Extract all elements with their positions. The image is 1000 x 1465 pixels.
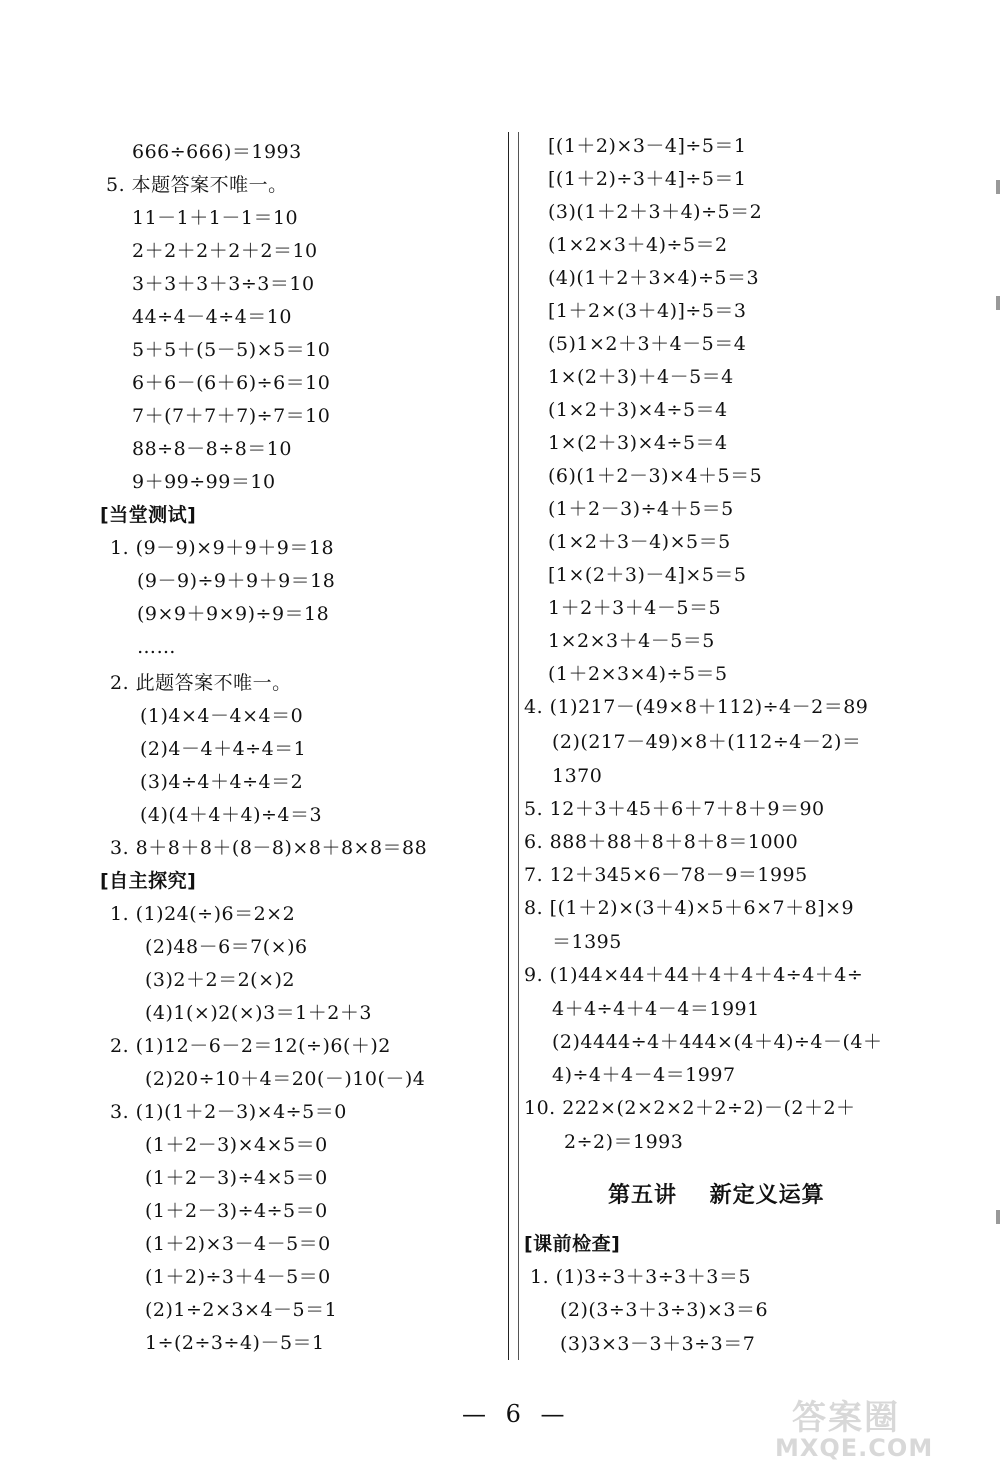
watermark (750, 1390, 1000, 1465)
answer-line: (2)20÷10＋4＝20(－)10(－)4 (145, 1068, 426, 1090)
answer-line: (4)(1＋2＋3×4)÷5＝3 (548, 267, 760, 289)
section-heading: [课前检查] (524, 1233, 621, 1255)
answer-line: (1＋2－3)÷4÷5＝0 (145, 1200, 328, 1222)
answer-line: [1×(2＋3)－4]×5＝5 (548, 564, 747, 586)
answer-line: (2)(3÷3＋3÷3)×3＝6 (560, 1299, 769, 1321)
answer-line: 6. 888＋88＋8＋8＋8＝1000 (524, 831, 799, 853)
answer-line: (9－9)÷9＋9＋9＝18 (137, 570, 336, 592)
answer-line: 1÷(2÷3÷4)－5＝1 (145, 1332, 325, 1354)
answer-line: (4)(4＋4＋4)÷4＝3 (140, 804, 323, 826)
column-divider (508, 132, 509, 1360)
page-number: — 6 — (462, 1400, 571, 1428)
answer-line: 1×2×3＋4－5＝5 (548, 630, 715, 652)
answer-line: [(1＋2)÷3＋4]÷5＝1 (548, 168, 747, 190)
answer-line: (1)4×4－4×4＝0 (140, 705, 304, 727)
answer-line: (3)3×3－3＋3÷3＝7 (560, 1333, 756, 1355)
answer-line: 2÷2)＝1993 (564, 1131, 684, 1153)
answer-line: (3)4÷4＋4÷4＝2 (140, 771, 304, 793)
section-heading: [自主探究] (100, 870, 197, 892)
answer-line: 1. (1)24(÷)6＝2×2 (110, 903, 296, 925)
question-heading: 2. 此题答案不唯一。 (110, 672, 292, 694)
answer-line: (4)1(×)2(×)3＝1＋2＋3 (145, 1002, 372, 1024)
answer-line: (1×2＋3－4)×5＝5 (548, 531, 731, 553)
answer-line: 8. [(1＋2)×(3＋4)×5＋6×7＋8]×9 (524, 897, 855, 919)
edge-mark (996, 1210, 1000, 1224)
answer-line: 7. 12＋345×6－78－9＝1995 (524, 864, 808, 886)
answer-line: (1×2＋3)×4÷5＝4 (548, 399, 728, 421)
answer-line: 4. (1)217－(49×8＋112)÷4－2＝89 (524, 696, 869, 718)
section-heading: [当堂测试] (100, 504, 197, 526)
answer-line: 1. (9－9)×9＋9＋9＝18 (110, 537, 335, 559)
answer-line: 3. (1)(1＋2－3)×4÷5＝0 (110, 1101, 347, 1123)
answer-line: (2)4－4＋4÷4＝1 (140, 738, 307, 760)
answer-line: 88÷8－8÷8＝10 (132, 438, 292, 460)
answer-line: 2＋2＋2＋2＋2＝10 (132, 240, 318, 262)
watermark-url: MXQE.COM (775, 1434, 934, 1462)
answer-line: 3＋3＋3＋3÷3＝10 (132, 273, 315, 295)
ellipsis: …… (137, 636, 176, 658)
answer-line: 5＋5＋(5－5)×5＝10 (132, 339, 331, 361)
answer-line: (9×9＋9×9)÷9＝18 (137, 603, 330, 625)
answer-line: 4)÷4＋4－4＝1997 (552, 1064, 736, 1086)
answer-line: (1×2×3＋4)÷5＝2 (548, 234, 728, 256)
answer-line: 1×(2＋3)×4÷5＝4 (548, 432, 728, 454)
answer-line: 6＋6－(6＋6)÷6＝10 (132, 372, 331, 394)
answer-line: 10. 222×(2×2×2＋2÷2)－(2＋2＋ (524, 1097, 856, 1119)
answer-line: (2)4444÷4＋444×(4＋4)÷4－(4＋ (552, 1031, 883, 1053)
answer-line: [1＋2×(3＋4)]÷5＝3 (548, 300, 747, 322)
edge-mark (996, 296, 1000, 310)
answer-line: (2)1÷2×3×4－5＝1 (145, 1299, 338, 1321)
answer-line: (1＋2－3)÷4＋5＝5 (548, 498, 734, 520)
answer-line: 1＋2＋3＋4－5＝5 (548, 597, 722, 619)
answer-line: [(1＋2)×3－4]÷5＝1 (548, 135, 747, 157)
answer-line: 4＋4÷4＋4－4＝1991 (552, 998, 760, 1020)
answer-line: (3)2＋2＝2(×)2 (145, 969, 296, 991)
answer-line: 9＋99÷99＝10 (132, 471, 276, 493)
answer-line: (1＋2－3)×4×5＝0 (145, 1134, 328, 1156)
answer-line: 5. 12＋3＋45＋6＋7＋8＋9＝90 (524, 798, 825, 820)
answer-line: (1＋2×3×4)÷5＝5 (548, 663, 728, 685)
answer-line: (6)(1＋2－3)×4＋5＝5 (548, 465, 763, 487)
answer-line: (2)48－6＝7(×)6 (145, 936, 308, 958)
answer-line: 11－1＋1－1＝10 (132, 207, 299, 229)
answer-line: (2)(217－49)×8＋(112÷4－2)＝ (552, 731, 862, 753)
column-divider-inner (518, 132, 519, 1360)
answer-line: (1＋2－3)÷4×5＝0 (145, 1167, 328, 1189)
answer-line: 44÷4－4÷4＝10 (132, 306, 292, 328)
answer-line: (5)1×2＋3＋4－5＝4 (548, 333, 747, 355)
watermark-logo-text: 答案圈 (792, 1398, 900, 1438)
answer-line: 666÷666)＝1993 (132, 141, 302, 163)
answer-line: ＝1395 (552, 931, 622, 953)
answer-line: 1. (1)3÷3＋3÷3＋3＝5 (530, 1266, 751, 1288)
answer-line: 9. (1)44×44＋44＋4＋4＋4÷4＋4÷ (524, 964, 864, 986)
answer-line: (1＋2)×3－4－5＝0 (145, 1233, 331, 1255)
answer-line: 7＋(7＋7＋7)÷7＝10 (132, 405, 331, 427)
edge-mark (996, 180, 1000, 194)
answer-line: 2. (1)12－6－2＝12(÷)6(＋)2 (110, 1035, 391, 1057)
answer-line: (1＋2)÷3＋4－5＝0 (145, 1266, 331, 1288)
answer-line: 3. 8＋8＋8＋(8－8)×8＋8×8＝88 (110, 837, 428, 859)
chapter-title: 第五讲 新定义运算 (608, 1183, 825, 1208)
question-heading: 5. 本题答案不唯一。 (106, 174, 288, 196)
answer-line: (3)(1＋2＋3＋4)÷5＝2 (548, 201, 763, 223)
answer-line: 1×(2＋3)＋4－5＝4 (548, 366, 734, 388)
answer-line: 1370 (552, 765, 603, 787)
